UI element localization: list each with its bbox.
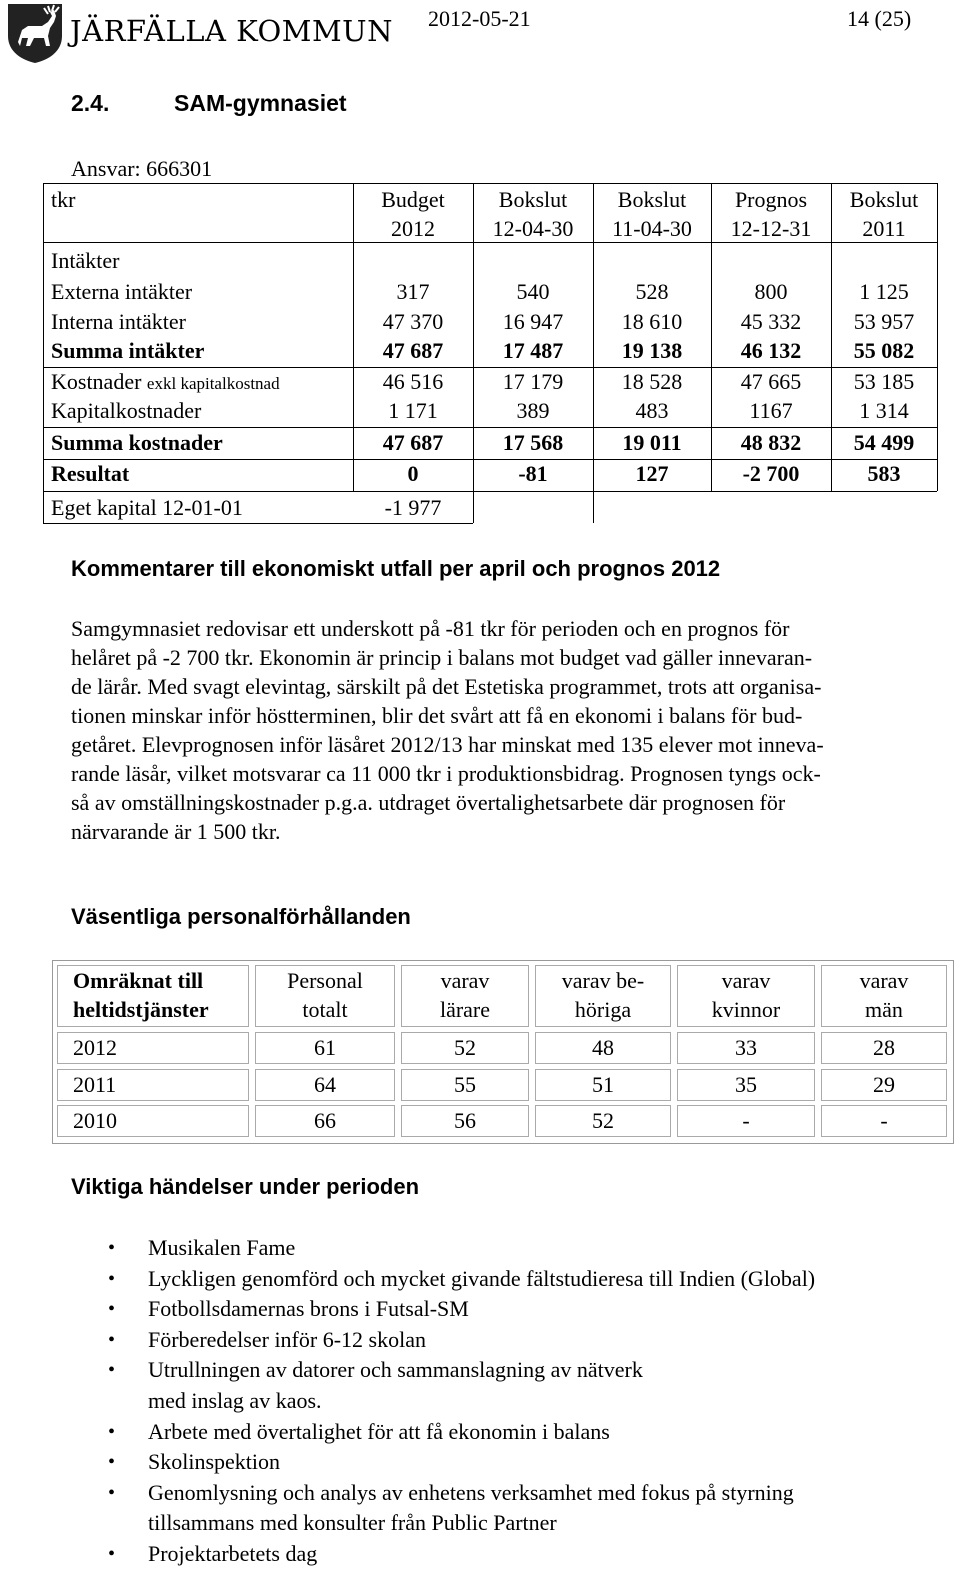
list-item: • Lyckligen genomförd och mycket givande fältstudieresa till Indien (Global) xyxy=(108,1264,815,1295)
table-cell: 52 xyxy=(401,1032,529,1064)
list-item: • Utrullningen av datorer och sammanslagning av nätverk med inslag av kaos. xyxy=(108,1355,815,1416)
events-heading: Viktiga händelser under perioden xyxy=(71,1174,420,1199)
table-cell: 46 516 xyxy=(382,369,444,394)
table-cell: 483 xyxy=(635,398,669,423)
table-cell: 55 xyxy=(401,1069,529,1101)
table-cell: 389 xyxy=(516,398,550,423)
table-cell: 48 xyxy=(535,1032,671,1064)
section-name: SAM-gymnasiet xyxy=(174,90,347,116)
table-cell: 45 332 xyxy=(740,309,802,334)
header-bokslut-2011: Bokslut 2011 xyxy=(849,187,919,241)
list-item: • Förberedelser inför 6-12 skolan xyxy=(108,1325,815,1356)
table-cell: -1 977 xyxy=(384,495,442,520)
table-cell: 1 171 xyxy=(388,398,438,423)
table-cell: 1167 xyxy=(749,398,793,423)
table-cell: 47 370 xyxy=(382,309,444,334)
table-cell: - xyxy=(821,1105,947,1137)
responsibility-code: Ansvar: 666301 xyxy=(71,156,213,181)
list-item: • Genomlysning och analys av enhetens verksamhet med fokus på styrning tillsammans med konsulter från Public Partner xyxy=(108,1478,815,1539)
table-cell: 51 xyxy=(535,1069,671,1101)
table-cell: 19 011 xyxy=(622,430,682,455)
list-item: • Arbete med övertalighet för att få ekonomin i balans xyxy=(108,1417,815,1448)
list-item: • Fotbollsdamernas brons i Futsal-SM xyxy=(108,1294,815,1325)
row-label: Summa intäkter xyxy=(51,338,205,363)
table-cell: 47 665 xyxy=(740,369,802,394)
row-label: Interna intäkter xyxy=(51,309,186,334)
table-cell: 48 832 xyxy=(740,430,802,455)
table-cell: 800 xyxy=(754,279,788,304)
table-cell: 2010 xyxy=(57,1105,249,1137)
header-cell: varav män xyxy=(821,965,947,1027)
header-bokslut-120430: Bokslut 12-04-30 xyxy=(492,187,574,241)
row-label: Kostnader exkl kapitalkostnad xyxy=(51,369,280,394)
table-cell: - xyxy=(677,1105,815,1137)
table-cell: 52 xyxy=(535,1105,671,1137)
table-cell: 16 947 xyxy=(502,309,564,334)
row-label: Kapitalkostnader xyxy=(51,398,202,423)
header-cell: Personal totalt xyxy=(255,965,395,1027)
table-divider xyxy=(43,491,937,492)
intakter-label: Intäkter xyxy=(51,248,120,273)
header-bokslut-110430: Bokslut 11-04-30 xyxy=(612,187,692,241)
paragraph-line: rande läsår, vilket motsvarar ca 11 000 tkr i produktionsbidrag. Prognosen tyngs ock- xyxy=(71,761,821,786)
table-cell: 19 138 xyxy=(621,338,683,363)
table-cell: 64 xyxy=(255,1069,395,1101)
table-cell: 17 568 xyxy=(502,430,564,455)
page-number: 14 (25) xyxy=(847,6,912,31)
paragraph-line: de lärår. Med svagt elevintag, särskilt på det Estetiska programmet, trots att organisa- xyxy=(71,674,822,699)
document-date: 2012-05-21 xyxy=(428,6,531,31)
row-label: Externa intäkter xyxy=(51,279,193,304)
table-cell: 46 132 xyxy=(740,338,802,363)
table-cell: 1 125 xyxy=(859,279,909,304)
table-cell: 66 xyxy=(255,1105,395,1137)
table-cell: 55 082 xyxy=(853,338,915,363)
table-cell: 18 610 xyxy=(621,309,683,334)
table-cell: 35 xyxy=(677,1069,815,1101)
table-cell: 540 xyxy=(516,279,550,304)
section-title xyxy=(71,90,347,117)
paragraph-line: tionen minskar inför höstterminen, blir det svårt att få en ekonomi i balans för bud- xyxy=(71,703,803,728)
header-cell: varav lärare xyxy=(401,965,529,1027)
section-number: 2.4. xyxy=(71,90,110,116)
table-cell: 56 xyxy=(401,1105,529,1137)
table-cell: 127 xyxy=(635,461,669,486)
comments-heading: Kommentarer till ekonomiskt utfall per april och prognos 2012 xyxy=(71,556,721,581)
personnel-heading: Väsentliga personalförhållanden xyxy=(71,904,411,929)
table-cell: 18 528 xyxy=(621,369,683,394)
row-label: Eget kapital 12-01-01 xyxy=(51,495,243,520)
table-cell: 61 xyxy=(255,1032,395,1064)
header-tkr: tkr xyxy=(51,187,76,212)
paragraph-line: helåret på -2 700 tkr. Ekonomin är princip i balans mot budget vad gäller innevaran- xyxy=(71,645,813,670)
row-label: Summa kostnader xyxy=(51,430,223,455)
table-cell: 33 xyxy=(677,1032,815,1064)
table-cell: 53 957 xyxy=(853,309,915,334)
paragraph-line: så av omställningskostnader p.g.a. utdraget övertalighetsarbete där prognosen för xyxy=(71,790,786,815)
table-cell: 528 xyxy=(635,279,669,304)
header-cell: varav be- höriga xyxy=(535,965,671,1027)
table-divider xyxy=(937,241,938,491)
events-list xyxy=(108,1233,815,1570)
paragraph-line: närvarande är 1 500 tkr. xyxy=(71,819,281,844)
budget-table xyxy=(43,183,938,525)
table-cell: 54 499 xyxy=(853,430,915,455)
table-cell: 29 xyxy=(821,1069,947,1101)
organization-name: JÄRFÄLLA KOMMUN xyxy=(70,14,393,48)
table-divider xyxy=(43,523,473,524)
paragraph-line: getåret. Elevprognosen inför läsåret 2012/13 har minskat med 135 elever mot inneva- xyxy=(71,732,824,757)
table-cell: 28 xyxy=(821,1032,947,1064)
row-label: Resultat xyxy=(51,461,130,486)
personnel-table xyxy=(52,960,954,1144)
table-cell: -2 700 xyxy=(742,461,800,486)
table-cell: 2012 xyxy=(57,1032,249,1064)
table-cell: 47 687 xyxy=(382,430,444,455)
table-cell: 47 687 xyxy=(382,338,444,363)
table-cell: 0 xyxy=(407,461,419,486)
list-item: • Musikalen Fame xyxy=(108,1233,815,1264)
table-cell: 1 314 xyxy=(859,398,909,423)
comments-paragraph xyxy=(71,614,931,846)
paragraph-line: Samgymnasiet redovisar ett underskott på -81 tkr för perioden och en prognos för xyxy=(71,616,790,641)
list-item: • Skolinspektion xyxy=(108,1447,815,1478)
table-divider xyxy=(43,241,44,523)
table-cell: 17 487 xyxy=(502,338,564,363)
header-cell: Omräknat till heltidstjänster xyxy=(57,965,249,1027)
list-item: • Projektarbetets dag xyxy=(108,1539,815,1570)
coat-of-arms-icon xyxy=(4,2,66,64)
table-cell: 2011 xyxy=(57,1069,249,1101)
table-cell: 317 xyxy=(396,279,430,304)
header-budget: Budget 2012 xyxy=(381,187,445,241)
header-prognos: Prognos 12-12-31 xyxy=(730,187,812,241)
table-cell: 583 xyxy=(867,461,901,486)
header-cell: varav kvinnor xyxy=(677,965,815,1027)
table-cell: 53 185 xyxy=(853,369,915,394)
table-cell: 17 179 xyxy=(502,369,564,394)
table-cell: -81 xyxy=(518,461,548,486)
